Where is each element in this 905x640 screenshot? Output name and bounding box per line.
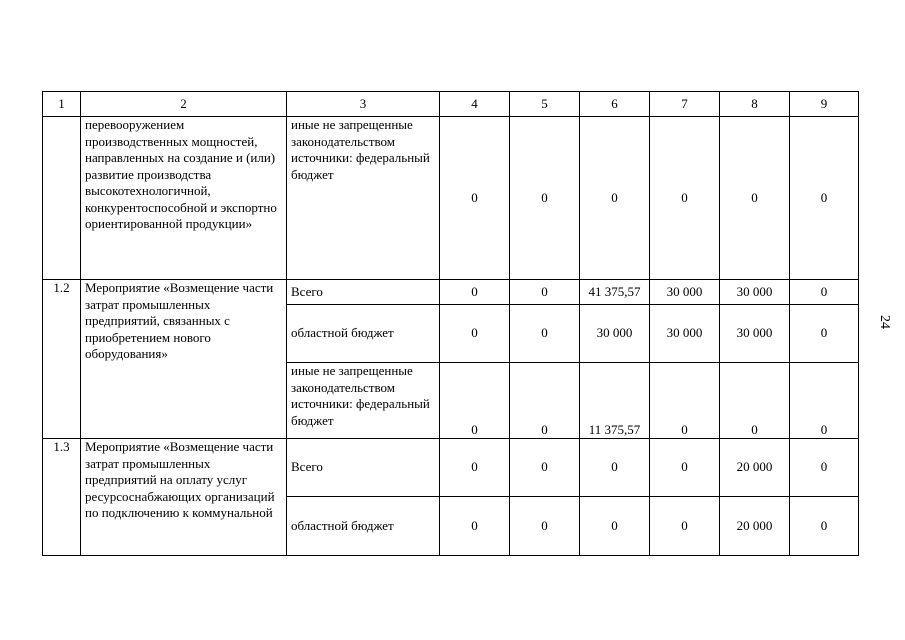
funding-source: иные не запрещенные законодательством источники: федеральный бюджет: [287, 363, 440, 439]
funding-source: иные не запрещенные законодательством источники: федеральный бюджет: [287, 117, 440, 280]
funding-source: Всего: [287, 280, 440, 305]
row-id: 1.2: [43, 280, 81, 439]
value-cell: 0: [580, 497, 650, 556]
value-cell: 20 000: [720, 439, 790, 497]
value-cell: 0: [510, 363, 580, 439]
value-cell: 0: [650, 363, 720, 439]
value-cell: 0: [720, 117, 790, 280]
value-cell: 0: [440, 497, 510, 556]
event-name: перевооружением производственных мощностей, направленных на создание и (или) развитие производства высокотехнологичной, конкурентоспособной и экспортно ориентированной продукции»: [81, 117, 287, 280]
value-cell: 0: [650, 497, 720, 556]
value-cell: 0: [510, 305, 580, 363]
funding-source: областной бюджет: [287, 305, 440, 363]
header-cell: 8: [720, 92, 790, 117]
value-cell: 0: [440, 363, 510, 439]
table-row: [43, 117, 859, 280]
value-cell: 30 000: [720, 305, 790, 363]
value-cell: 30 000: [650, 305, 720, 363]
funding-source: областной бюджет: [287, 497, 440, 556]
value-cell: 0: [510, 497, 580, 556]
value-cell: 0: [510, 439, 580, 497]
header-cell: 6: [580, 92, 650, 117]
value-cell: 0: [650, 439, 720, 497]
header-row: [43, 92, 859, 117]
value-cell: 0: [440, 117, 510, 280]
value-cell: 30 000: [720, 280, 790, 305]
value-cell: 0: [510, 117, 580, 280]
value-cell: 0: [720, 363, 790, 439]
value-cell: 30 000: [650, 280, 720, 305]
header-cell: 4: [440, 92, 510, 117]
event-name: Мероприятие «Возмещение части затрат промышленных предприятий, связанных с приобретением нового оборудования»: [81, 280, 287, 439]
budget-table: [42, 91, 859, 556]
value-cell: 0: [790, 439, 859, 497]
header-cell: 3: [287, 92, 440, 117]
header-cell: 2: [81, 92, 287, 117]
value-cell: 0: [790, 305, 859, 363]
value-cell: 30 000: [580, 305, 650, 363]
value-cell: 0: [510, 280, 580, 305]
value-cell: 0: [790, 117, 859, 280]
row-id: [43, 117, 81, 280]
funding-source: Всего: [287, 439, 440, 497]
row-id: 1.3: [43, 439, 81, 556]
value-cell: 0: [650, 117, 720, 280]
value-cell: 0: [790, 363, 859, 439]
value-cell: 0: [580, 439, 650, 497]
value-cell: 11 375,57: [580, 363, 650, 439]
header-cell: 5: [510, 92, 580, 117]
table-row: [43, 439, 859, 497]
value-cell: 0: [440, 439, 510, 497]
value-cell: 41 375,57: [580, 280, 650, 305]
header-cell: 7: [650, 92, 720, 117]
header-cell: 1: [43, 92, 81, 117]
value-cell: 0: [440, 305, 510, 363]
value-cell: 0: [440, 280, 510, 305]
value-cell: 0: [790, 280, 859, 305]
value-cell: 0: [790, 497, 859, 556]
value-cell: 0: [580, 117, 650, 280]
value-cell: 20 000: [720, 497, 790, 556]
table-row: [43, 280, 859, 305]
header-cell: 9: [790, 92, 859, 117]
page-number: 24: [877, 315, 892, 329]
event-name: Мероприятие «Возмещение части затрат промышленных предприятий на оплату услуг ресурсоснабжающих организаций по подключению к коммунальной: [81, 439, 287, 556]
